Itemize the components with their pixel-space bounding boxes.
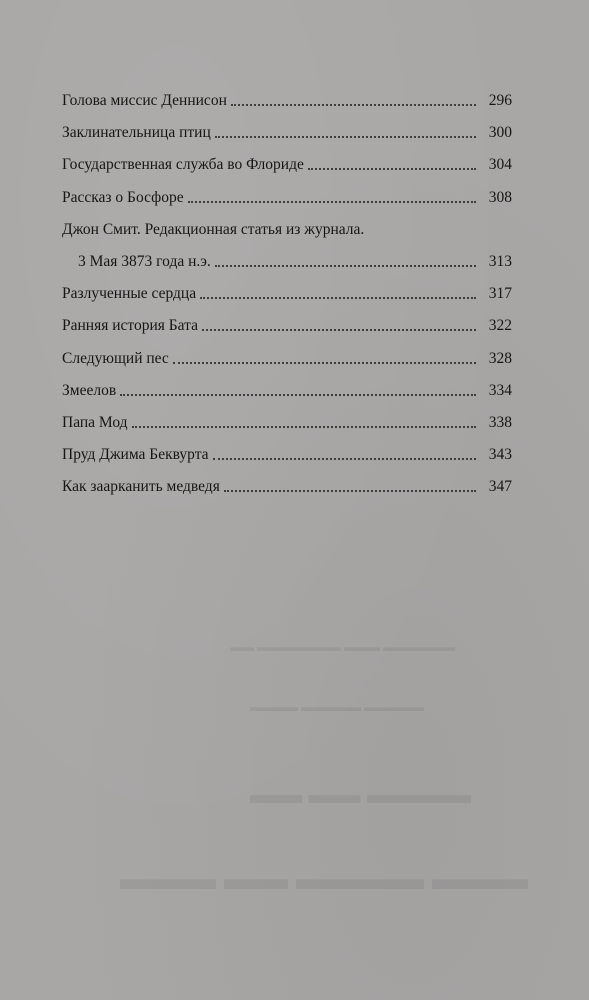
- toc-entry-title: Пруд Джима Беквурта: [62, 446, 209, 464]
- toc-entry-title: Папа Мод: [62, 413, 128, 431]
- toc-entry[interactable]: [62, 85, 512, 117]
- toc-entry[interactable]: [62, 149, 512, 181]
- dot-leader: [308, 154, 476, 170]
- toc-entry-title: Голова миссис Деннисон: [62, 92, 227, 110]
- toc-entry-title: 3 Мая 3873 года н.э.: [78, 253, 211, 271]
- toc-entry-page: 328: [488, 349, 512, 367]
- dot-leader: [120, 380, 476, 396]
- toc-entry-page: 308: [488, 188, 512, 206]
- toc-entry-page: 343: [488, 446, 512, 464]
- show-through-text: ▬▬▬ ▬▬▬▬ ▬▬ ▬▬▬: [120, 860, 528, 896]
- show-through-text: ▬▬▬▬ ▬▬ ▬▬: [250, 780, 471, 809]
- toc-entry-page: 347: [488, 478, 512, 496]
- toc-entry-page: 304: [488, 156, 512, 174]
- toc-entry-page: 338: [488, 413, 512, 431]
- toc-entry-title: Государственная служба во Флориде: [62, 156, 304, 174]
- toc-entry-page: 322: [488, 317, 512, 335]
- toc-entry[interactable]: [62, 214, 512, 246]
- dot-leader: [132, 412, 476, 428]
- toc-entry[interactable]: [62, 117, 512, 149]
- toc-entry-title: Ранняя история Бата: [62, 317, 198, 335]
- toc-entry[interactable]: [62, 343, 512, 375]
- toc-entry[interactable]: [62, 246, 512, 278]
- dot-leader: [231, 90, 476, 106]
- toc-entry-title: Как заарканить медведя: [62, 478, 220, 496]
- dot-leader: [188, 187, 476, 203]
- toc-entry-title: Змеелов: [62, 381, 117, 399]
- dot-leader: [202, 315, 476, 331]
- toc-entry[interactable]: [62, 182, 512, 214]
- toc-entry[interactable]: [62, 407, 512, 439]
- toc-entry-page: 313: [488, 253, 512, 271]
- toc-entry-page: 334: [488, 381, 512, 399]
- toc-entry-title: Джон Смит. Редакционная статья из журнала.: [62, 220, 365, 238]
- dot-leader: [173, 348, 476, 364]
- show-through-text: ▬▬▬▬▬ ▬▬▬▬▬ ▬▬▬▬: [250, 700, 424, 714]
- toc-entry[interactable]: [62, 439, 512, 471]
- table-of-contents: [62, 85, 512, 503]
- toc-entry-page: 296: [488, 92, 512, 110]
- toc-entry-title: Разлученные сердца: [62, 285, 197, 303]
- toc-entry-page: 317: [488, 285, 512, 303]
- toc-entry-title: Рассказ о Босфоре: [62, 188, 184, 206]
- toc-entry-page: 300: [488, 124, 512, 142]
- show-through-text: ▬▬▬▬▬▬ ▬▬▬ ▬▬▬▬▬▬▬ ▬▬: [230, 640, 455, 654]
- toc-entry-title: Следующий пес: [62, 349, 169, 367]
- dot-leader: [213, 444, 476, 460]
- dot-leader: [200, 283, 476, 299]
- toc-entry-title: Заклинательница птиц: [62, 124, 211, 142]
- dot-leader: [215, 122, 476, 138]
- toc-entry[interactable]: [62, 375, 512, 407]
- toc-entry[interactable]: [62, 471, 512, 503]
- dot-leader: [224, 476, 476, 492]
- toc-entry[interactable]: [62, 278, 512, 310]
- toc-entry[interactable]: [62, 310, 512, 342]
- dot-leader: [215, 251, 476, 267]
